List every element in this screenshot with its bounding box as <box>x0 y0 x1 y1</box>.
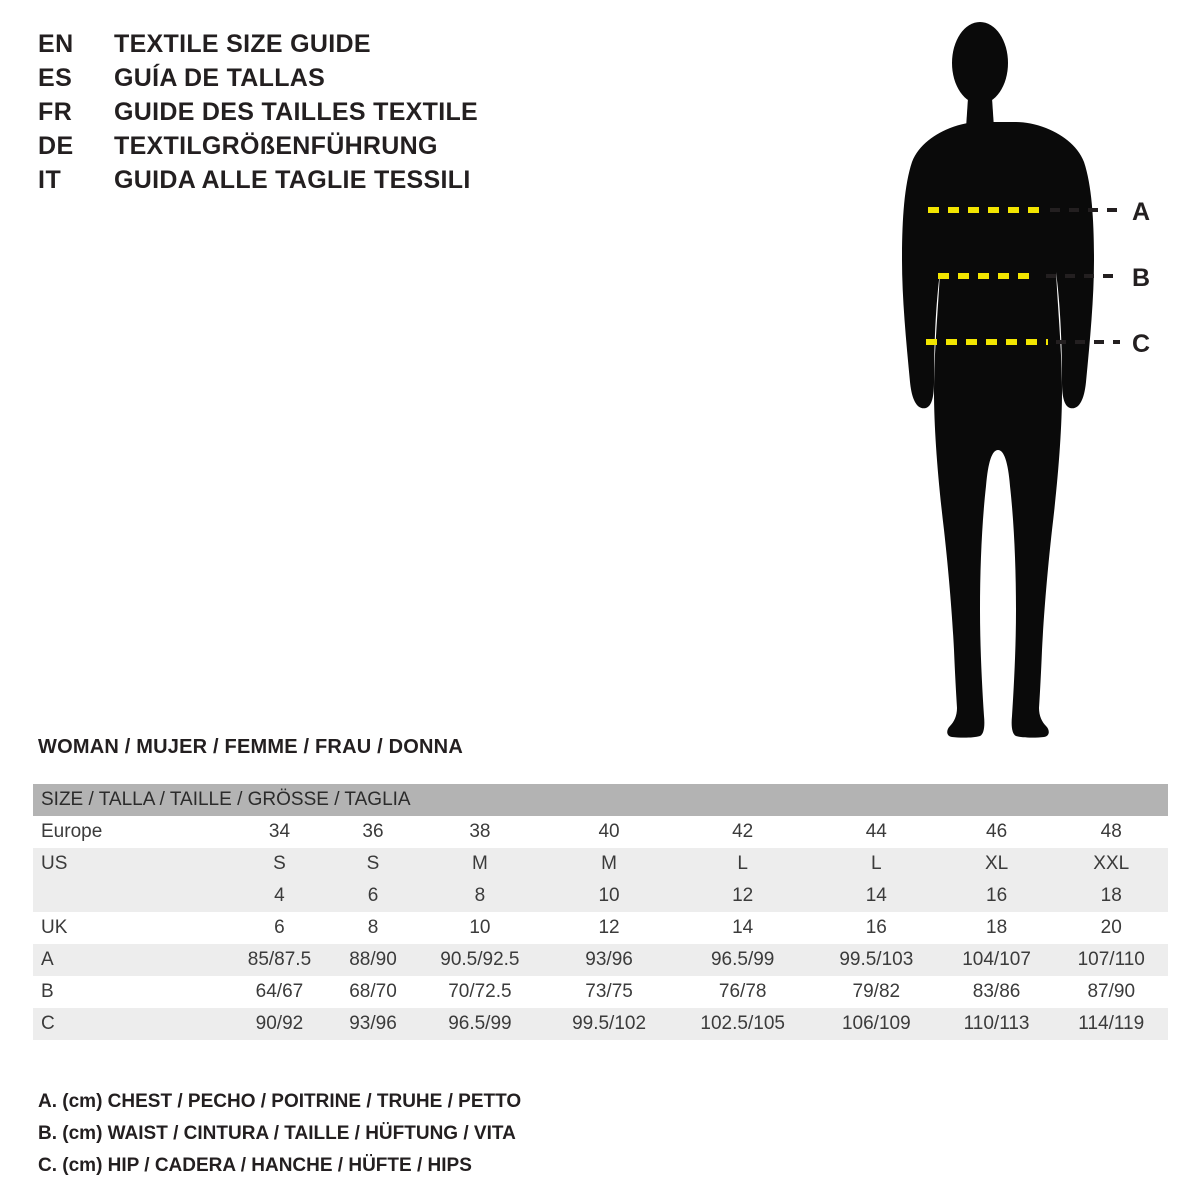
table-cell: M <box>413 848 547 880</box>
row-label: B <box>33 976 226 1008</box>
table-row <box>33 848 1168 880</box>
row-label: US <box>33 848 226 880</box>
language-row <box>38 30 658 64</box>
legend-line-b: B. (cm) WAIST / CINTURA / TAILLE / HÜFTUNG / VITA <box>38 1123 516 1144</box>
table-header-label: SIZE / TALLA / TAILLE / GRÖSSE / TAGLIA <box>33 784 1168 816</box>
language-row <box>38 98 658 132</box>
row-label: A <box>33 944 226 976</box>
row-label: C <box>33 1008 226 1040</box>
table-cell: 42 <box>671 816 814 848</box>
table-cell: 73/75 <box>547 976 672 1008</box>
table-cell: 14 <box>814 880 939 912</box>
language-row <box>38 132 658 166</box>
language-header-block <box>38 30 658 200</box>
table-cell: 20 <box>1054 912 1168 944</box>
table-cell: 48 <box>1054 816 1168 848</box>
language-title: TEXTILE SIZE GUIDE <box>114 30 371 58</box>
language-title: GUÍA DE TALLAS <box>114 64 326 92</box>
language-title: GUIDA ALLE TAGLIE TESSILI <box>114 166 471 194</box>
table-cell: 10 <box>547 880 672 912</box>
table-cell: 83/86 <box>939 976 1055 1008</box>
language-title: GUIDE DES TAILLES TEXTILE <box>114 98 479 126</box>
table-cell: XL <box>939 848 1055 880</box>
table-cell: 16 <box>814 912 939 944</box>
female-body-silhouette-icon <box>860 10 1190 750</box>
table-cell: 99.5/102 <box>547 1008 672 1040</box>
table-header-row <box>33 784 1168 816</box>
table-cell: 88/90 <box>333 944 413 976</box>
table-cell: 46 <box>939 816 1055 848</box>
row-label: Europe <box>33 816 226 848</box>
language-code: DE <box>38 132 74 160</box>
measurement-legend <box>38 1086 521 1182</box>
table-cell: M <box>547 848 672 880</box>
table-cell: 93/96 <box>333 1008 413 1040</box>
table-cell: 106/109 <box>814 1008 939 1040</box>
table-row <box>33 1008 1168 1040</box>
table-cell: XXL <box>1054 848 1168 880</box>
table-cell: 64/67 <box>226 976 333 1008</box>
language-row <box>38 166 658 200</box>
table-cell: 68/70 <box>333 976 413 1008</box>
language-code: ES <box>38 64 73 92</box>
table-cell: 12 <box>671 880 814 912</box>
table-cell: 6 <box>226 912 333 944</box>
table-cell: 40 <box>547 816 672 848</box>
size-table <box>33 784 1168 1040</box>
table-row <box>33 976 1168 1008</box>
table-cell: 87/90 <box>1054 976 1168 1008</box>
language-code: IT <box>38 166 62 194</box>
table-cell: 6 <box>333 880 413 912</box>
table-cell: 93/96 <box>547 944 672 976</box>
table-group-title: WOMAN / MUJER / FEMME / FRAU / DONNA <box>38 736 463 758</box>
table-cell: 8 <box>333 912 413 944</box>
marker-label-a: A <box>1132 198 1151 226</box>
table-cell: 36 <box>333 816 413 848</box>
table-row <box>33 880 1168 912</box>
table-cell: 110/113 <box>939 1008 1055 1040</box>
table-cell: 18 <box>939 912 1055 944</box>
table-cell: 14 <box>671 912 814 944</box>
table-cell: 44 <box>814 816 939 848</box>
table-cell: 104/107 <box>939 944 1055 976</box>
row-label: UK <box>33 912 226 944</box>
table-cell: 38 <box>413 816 547 848</box>
table-cell: 85/87.5 <box>226 944 333 976</box>
table-cell: 114/119 <box>1054 1008 1168 1040</box>
language-row <box>38 64 658 98</box>
table-cell: 4 <box>226 880 333 912</box>
table-cell: 90/92 <box>226 1008 333 1040</box>
table-cell: 76/78 <box>671 976 814 1008</box>
table-cell: 10 <box>413 912 547 944</box>
marker-label-b: B <box>1132 264 1151 292</box>
table-cell: 96.5/99 <box>413 1008 547 1040</box>
table-row <box>33 816 1168 848</box>
table-row <box>33 912 1168 944</box>
table-cell: 79/82 <box>814 976 939 1008</box>
table-cell: 8 <box>413 880 547 912</box>
table-cell: 70/72.5 <box>413 976 547 1008</box>
table-cell: 96.5/99 <box>671 944 814 976</box>
table-cell: L <box>671 848 814 880</box>
row-label <box>33 880 226 912</box>
table-cell: 16 <box>939 880 1055 912</box>
table-row <box>33 944 1168 976</box>
table-cell: 99.5/103 <box>814 944 939 976</box>
table-cell: L <box>814 848 939 880</box>
marker-label-c: C <box>1132 330 1151 358</box>
table-cell: 34 <box>226 816 333 848</box>
table-cell: S <box>333 848 413 880</box>
table-cell: 90.5/92.5 <box>413 944 547 976</box>
language-title: TEXTILGRÖßENFÜHRUNG <box>114 132 438 160</box>
language-code: FR <box>38 98 73 126</box>
legend-line-c: C. (cm) HIP / CADERA / HANCHE / HÜFTE / HIPS <box>38 1155 472 1176</box>
language-code: EN <box>38 30 74 58</box>
table-cell: 12 <box>547 912 672 944</box>
table-cell: 18 <box>1054 880 1168 912</box>
legend-line-a: A. (cm) CHEST / PECHO / POITRINE / TRUHE / PETTO <box>38 1091 522 1112</box>
table-cell: S <box>226 848 333 880</box>
table-cell: 102.5/105 <box>671 1008 814 1040</box>
body-figure-area <box>860 10 1190 750</box>
table-cell: 107/110 <box>1054 944 1168 976</box>
